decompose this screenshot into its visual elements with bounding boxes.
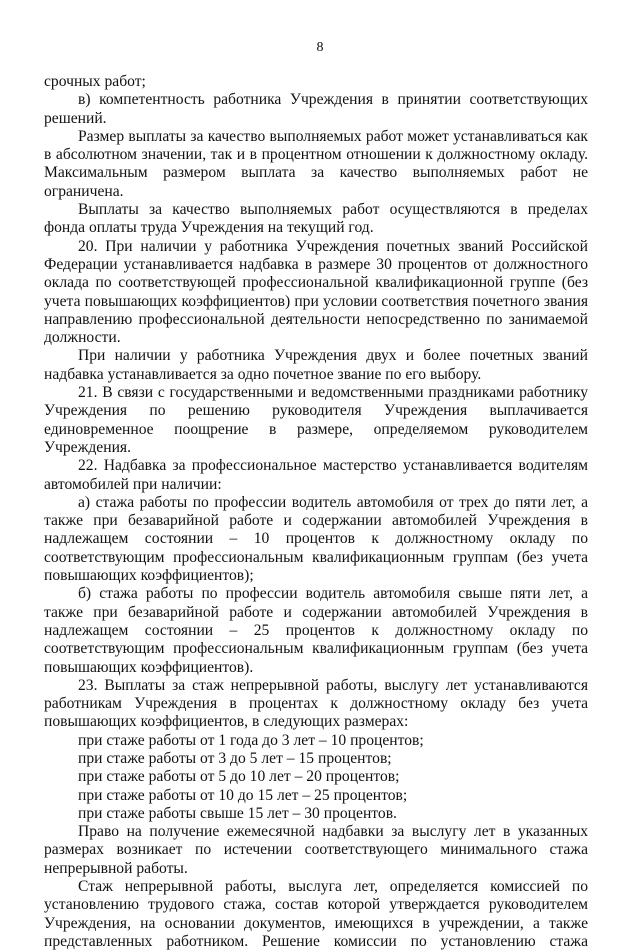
seniority-list xyxy=(44,732,588,823)
paragraph-clause-22-b: б) стажа работы по профессии водитель автомобиля свыше пяти лет, а также при безаварийной работе и содержании автомобилей Учреждения в надлежащем состоянии – 25 процентов к должностному окладу по соответствующим профессиональным квалификационным группам (без учета повышающих коэффициентов). xyxy=(44,585,588,676)
paragraph-clause-22: 22. Надбавка за профессиональное мастерство устанавливается водителям автомобилей при наличии: xyxy=(44,457,588,493)
paragraph-clause-20: 20. При наличии у работника Учреждения почетных званий Российской Федерации устанавливается надбавка в размере 30 процентов от должностного оклада по соответствующей профессиональной квалификационной группе (без учета повышающих коэффициентов) при условии соответствия почетного звания направлению профессиональной деятельности непосредственно по занимаемой должности. xyxy=(44,237,588,347)
paragraph-continuation: срочных работ; xyxy=(44,73,146,90)
list-item: при стаже работы свыше 15 лет – 30 процентов. xyxy=(78,804,397,822)
paragraph-clause-23: 23. Выплаты за стаж непрерывной работы, выслугу лет устанавливаются работникам Учреждения в процентах к должностному окладу без учета повышающих коэффициентов, в следующих размерах: xyxy=(44,676,588,731)
list-item: при стаже работы от 1 года до 3 лет – 10 процентов; xyxy=(78,731,424,749)
paragraph-right-to-bonus: Право на получение ежемесячной надбавки за выслугу лет в указанных размерах возникает по истечении соответствующего минимального стажа непрерывной работы. xyxy=(44,823,588,877)
paragraph-item-v: в) компетентность работника Учреждения в принятии соответствующих решений. xyxy=(44,91,588,127)
paragraph-multiple-titles: При наличии у работника Учреждения двух и более почетных званий надбавка устанавливается за одно почетное звание по его выбору. xyxy=(44,347,588,383)
page-number: 8 xyxy=(316,40,324,55)
paragraph-quality-payment-fund: Выплаты за качество выполняемых работ осуществляются в пределах фонда оплаты труда Учреждения на текущий год. xyxy=(44,201,588,237)
list-item: при стаже работы от 5 до 10 лет – 20 процентов; xyxy=(78,768,400,786)
paragraph-clause-21: 21. В связи с государственными и ведомственными праздниками работнику Учреждения по решению руководителя Учреждения выплачивается единовременное поощрение в размере, определяемом руководителем Учреждения. xyxy=(44,384,588,456)
paragraph-quality-payment-size: Размер выплаты за качество выполняемых работ может устанавливаться как в абсолютном значении, так и в процентном отношении к должностному окладу. Максимальным размером выплата за качество выполняемых работ не ограничена. xyxy=(44,127,588,200)
document-body xyxy=(44,73,588,951)
paragraph-clause-22-a: а) стажа работы по профессии водитель автомобиля от трех до пяти лет, а также при безаварийной работе и содержании автомобилей Учреждения в надлежащем состоянии – 10 процентов к должностному окладу по соответствующим профессиональным квалификационным группам (без учета повышающих коэффициентов); xyxy=(44,493,588,585)
paragraph-seniority-commission: Стаж непрерывной работы, выслуга лет, определяется комиссией по установлению трудового стажа, состав которой утверждается руководителем Учреждения, на основании документов, имеющихся в учреждении, а также представленных работником. Решение комиссии по установлению стажа xyxy=(44,878,588,950)
list-item: при стаже работы от 10 до 15 лет – 25 процентов; xyxy=(78,786,408,804)
list-item: при стаже работы от 3 до 5 лет – 15 процентов; xyxy=(78,749,392,767)
